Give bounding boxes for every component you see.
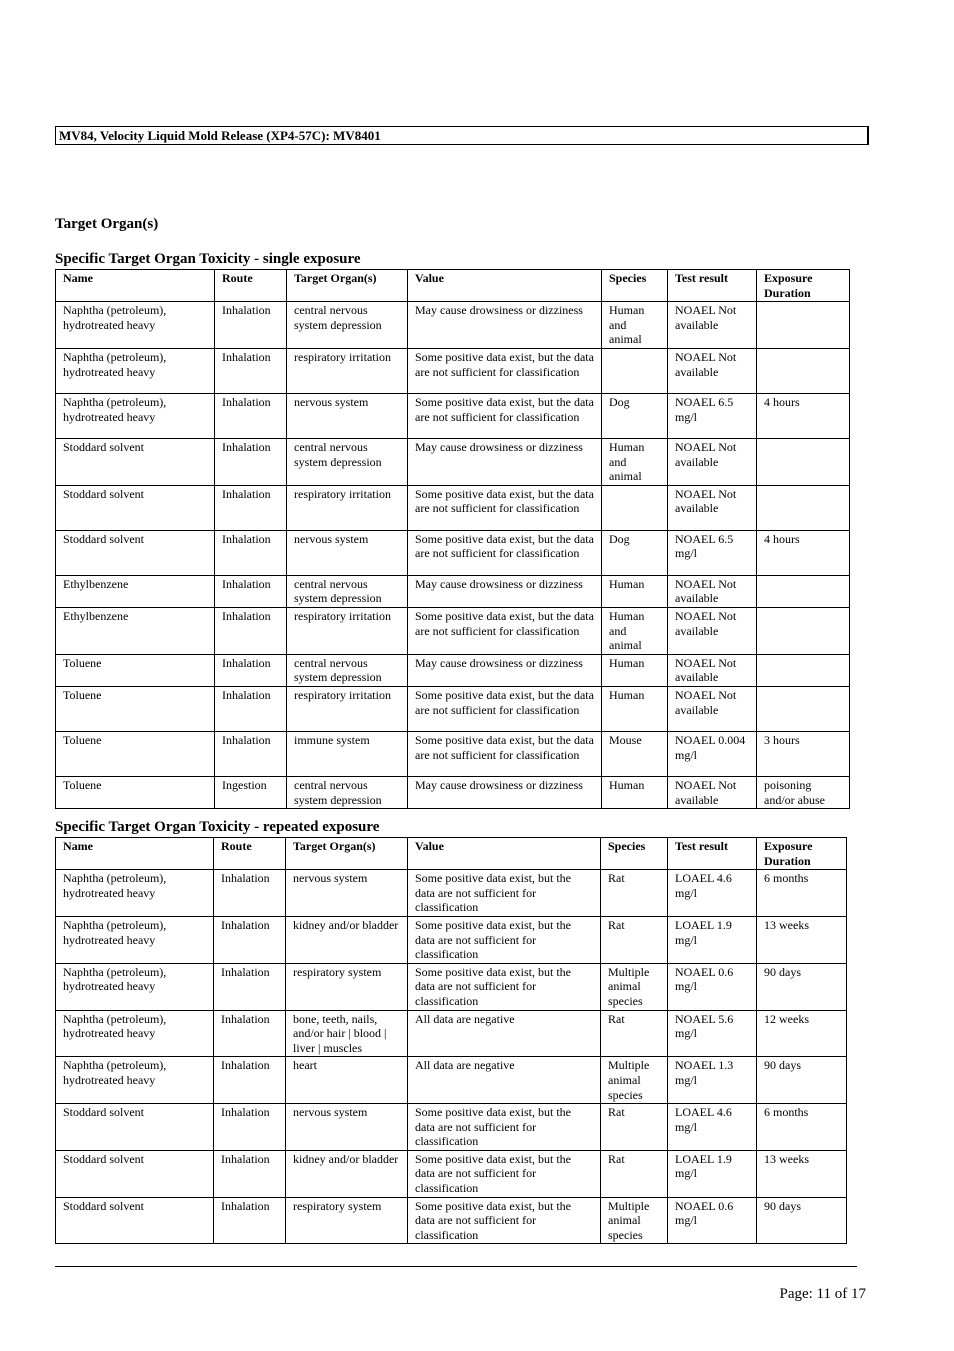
cell-species: Rat bbox=[601, 870, 668, 917]
cell-value: Some positive data exist, but the data are not sufficient for classification bbox=[408, 870, 601, 917]
cell-test-result: NOAEL Not available bbox=[668, 607, 757, 654]
cell-test-result: LOAEL 4.6 mg/l bbox=[668, 870, 757, 917]
cell-name: Naphtha (petroleum), hydrotreated heavy bbox=[56, 1010, 214, 1057]
cell-target-organs: kidney and/or bladder bbox=[286, 916, 408, 963]
table-header-row bbox=[56, 838, 847, 870]
cell-exposure-duration: 90 days bbox=[757, 1057, 847, 1104]
cell-value: Some positive data exist, but the data are not sufficient for classification bbox=[408, 348, 602, 393]
column-header-species: Species bbox=[602, 270, 668, 302]
cell-species: Multiple animal species bbox=[601, 963, 668, 1010]
cell-exposure-duration bbox=[757, 686, 850, 731]
column-header-value: Value bbox=[408, 270, 602, 302]
cell-route: Inhalation bbox=[214, 1057, 286, 1104]
cell-species: Rat bbox=[601, 1150, 668, 1197]
table-row bbox=[56, 686, 850, 731]
table-row bbox=[56, 963, 847, 1010]
cell-species: Dog bbox=[602, 393, 668, 438]
cell-target-organs: nervous system bbox=[287, 530, 408, 575]
cell-exposure-duration: 3 hours bbox=[757, 731, 850, 776]
cell-target-organs: central nervous system depression bbox=[287, 776, 408, 808]
cell-route: Inhalation bbox=[214, 916, 286, 963]
cell-value: Some positive data exist, but the data are not sufficient for classification bbox=[408, 916, 601, 963]
cell-value: Some positive data exist, but the data are not sufficient for classification bbox=[408, 393, 602, 438]
cell-route: Inhalation bbox=[215, 485, 287, 530]
cell-route: Inhalation bbox=[214, 1197, 286, 1244]
cell-test-result: NOAEL 5.6 mg/l bbox=[668, 1010, 757, 1057]
cell-test-result: NOAEL Not available bbox=[668, 438, 757, 485]
cell-species bbox=[602, 485, 668, 530]
cell-species: Human bbox=[602, 776, 668, 808]
document-header: MV84, Velocity Liquid Mold Release (XP4-57C): MV8401 bbox=[55, 126, 869, 145]
cell-test-result: NOAEL Not available bbox=[668, 654, 757, 686]
cell-test-result: LOAEL 4.6 mg/l bbox=[668, 1104, 757, 1151]
cell-name: Toluene bbox=[56, 686, 215, 731]
cell-target-organs: respiratory irritation bbox=[287, 607, 408, 654]
cell-value: Some positive data exist, but the data are not sufficient for classification bbox=[408, 963, 601, 1010]
table-row bbox=[56, 1057, 847, 1104]
cell-target-organs: heart bbox=[286, 1057, 408, 1104]
table-row bbox=[56, 1104, 847, 1151]
cell-value: May cause drowsiness or dizziness bbox=[408, 654, 602, 686]
column-header-test-result: Test result bbox=[668, 838, 757, 870]
section-title: Target Organ(s) bbox=[55, 216, 159, 232]
cell-species: Mouse bbox=[602, 731, 668, 776]
cell-species: Human and animal bbox=[602, 607, 668, 654]
column-header-route: Route bbox=[214, 838, 286, 870]
cell-route: Ingestion bbox=[215, 776, 287, 808]
cell-species: Dog bbox=[602, 530, 668, 575]
cell-target-organs: nervous system bbox=[287, 393, 408, 438]
cell-exposure-duration bbox=[757, 302, 850, 349]
table-row bbox=[56, 1197, 847, 1244]
cell-name: Stoddard solvent bbox=[56, 530, 215, 575]
cell-exposure-duration bbox=[757, 485, 850, 530]
cell-target-organs: bone, teeth, nails, and/or hair | blood | liver | muscles bbox=[286, 1010, 408, 1057]
cell-target-organs: kidney and/or bladder bbox=[286, 1150, 408, 1197]
cell-test-result: NOAEL 6.5 mg/l bbox=[668, 393, 757, 438]
cell-exposure-duration: 13 weeks bbox=[757, 1150, 847, 1197]
cell-target-organs: respiratory irritation bbox=[287, 686, 408, 731]
cell-value: May cause drowsiness or dizziness bbox=[408, 438, 602, 485]
cell-target-organs: central nervous system depression bbox=[287, 575, 408, 607]
cell-name: Stoddard solvent bbox=[56, 1197, 214, 1244]
cell-name: Ethylbenzene bbox=[56, 607, 215, 654]
cell-species: Human bbox=[602, 654, 668, 686]
cell-route: Inhalation bbox=[215, 530, 287, 575]
cell-exposure-duration bbox=[757, 348, 850, 393]
cell-route: Inhalation bbox=[214, 870, 286, 917]
cell-target-organs: respiratory irritation bbox=[287, 485, 408, 530]
cell-test-result: NOAEL 0.6 mg/l bbox=[668, 963, 757, 1010]
cell-exposure-duration: 4 hours bbox=[757, 530, 850, 575]
cell-value: Some positive data exist, but the data are not sufficient for classification bbox=[408, 686, 602, 731]
repeated-exposure-table bbox=[55, 837, 847, 1244]
column-header-route: Route bbox=[215, 270, 287, 302]
cell-test-result: NOAEL 0.6 mg/l bbox=[668, 1197, 757, 1244]
cell-test-result: NOAEL Not available bbox=[668, 485, 757, 530]
column-header-exposure-duration: Exposure Duration bbox=[757, 838, 847, 870]
cell-route: Inhalation bbox=[215, 302, 287, 349]
table-row bbox=[56, 302, 850, 349]
cell-route: Inhalation bbox=[215, 575, 287, 607]
cell-name: Toluene bbox=[56, 731, 215, 776]
cell-test-result: NOAEL Not available bbox=[668, 776, 757, 808]
cell-value: May cause drowsiness or dizziness bbox=[408, 575, 602, 607]
cell-name: Naphtha (petroleum), hydrotreated heavy bbox=[56, 916, 214, 963]
cell-name: Naphtha (petroleum), hydrotreated heavy bbox=[56, 348, 215, 393]
cell-exposure-duration: 6 months bbox=[757, 870, 847, 917]
cell-value: Some positive data exist, but the data are not sufficient for classification bbox=[408, 485, 602, 530]
table-row bbox=[56, 776, 850, 808]
cell-exposure-duration: 90 days bbox=[757, 963, 847, 1010]
cell-value: All data are negative bbox=[408, 1010, 601, 1057]
cell-target-organs: immune system bbox=[287, 731, 408, 776]
cell-target-organs: central nervous system depression bbox=[287, 302, 408, 349]
cell-exposure-duration bbox=[757, 654, 850, 686]
cell-test-result: NOAEL 6.5 mg/l bbox=[668, 530, 757, 575]
cell-species: Human bbox=[602, 686, 668, 731]
cell-value: Some positive data exist, but the data are not sufficient for classification bbox=[408, 607, 602, 654]
page-number: Page: 11 of 17 bbox=[779, 1286, 866, 1302]
column-header-exposure-duration: Exposure Duration bbox=[757, 270, 850, 302]
cell-route: Inhalation bbox=[215, 438, 287, 485]
table-row bbox=[56, 393, 850, 438]
cell-name: Naphtha (petroleum), hydrotreated heavy bbox=[56, 393, 215, 438]
cell-value: May cause drowsiness or dizziness bbox=[408, 776, 602, 808]
column-header-species: Species bbox=[601, 838, 668, 870]
single-exposure-table bbox=[55, 269, 850, 809]
cell-exposure-duration: 90 days bbox=[757, 1197, 847, 1244]
cell-route: Inhalation bbox=[214, 1150, 286, 1197]
table-row bbox=[56, 870, 847, 917]
column-header-value: Value bbox=[408, 838, 601, 870]
cell-name: Ethylbenzene bbox=[56, 575, 215, 607]
cell-species: Rat bbox=[601, 1104, 668, 1151]
cell-exposure-duration bbox=[757, 575, 850, 607]
cell-value: Some positive data exist, but the data are not sufficient for classification bbox=[408, 530, 602, 575]
cell-target-organs: nervous system bbox=[286, 1104, 408, 1151]
cell-exposure-duration: 12 weeks bbox=[757, 1010, 847, 1057]
column-header-target-organs: Target Organ(s) bbox=[286, 838, 408, 870]
table-row bbox=[56, 1150, 847, 1197]
cell-exposure-duration: poisoning and/or abuse bbox=[757, 776, 850, 808]
cell-value: May cause drowsiness or dizziness bbox=[408, 302, 602, 349]
cell-name: Naphtha (petroleum), hydrotreated heavy bbox=[56, 1057, 214, 1104]
cell-name: Toluene bbox=[56, 654, 215, 686]
cell-name: Stoddard solvent bbox=[56, 485, 215, 530]
cell-name: Toluene bbox=[56, 776, 215, 808]
cell-species: Multiple animal species bbox=[601, 1057, 668, 1104]
cell-test-result: NOAEL 0.004 mg/l bbox=[668, 731, 757, 776]
table-row bbox=[56, 1010, 847, 1057]
cell-name: Stoddard solvent bbox=[56, 1104, 214, 1151]
cell-value: Some positive data exist, but the data are not sufficient for classification bbox=[408, 1197, 601, 1244]
table-row bbox=[56, 485, 850, 530]
cell-name: Stoddard solvent bbox=[56, 1150, 214, 1197]
cell-test-result: NOAEL Not available bbox=[668, 302, 757, 349]
cell-route: Inhalation bbox=[214, 1010, 286, 1057]
cell-route: Inhalation bbox=[215, 654, 287, 686]
cell-route: Inhalation bbox=[215, 348, 287, 393]
table-header-row bbox=[56, 270, 850, 302]
cell-target-organs: respiratory irritation bbox=[287, 348, 408, 393]
table-row bbox=[56, 916, 847, 963]
table-row bbox=[56, 438, 850, 485]
table-row bbox=[56, 654, 850, 686]
cell-route: Inhalation bbox=[214, 963, 286, 1010]
column-header-test-result: Test result bbox=[668, 270, 757, 302]
cell-test-result: NOAEL Not available bbox=[668, 348, 757, 393]
cell-species: Human bbox=[602, 575, 668, 607]
cell-exposure-duration: 13 weeks bbox=[757, 916, 847, 963]
cell-route: Inhalation bbox=[215, 686, 287, 731]
cell-test-result: NOAEL 1.3 mg/l bbox=[668, 1057, 757, 1104]
cell-target-organs: nervous system bbox=[286, 870, 408, 917]
cell-species: Rat bbox=[601, 1010, 668, 1057]
column-header-target-organs: Target Organ(s) bbox=[287, 270, 408, 302]
table-row bbox=[56, 575, 850, 607]
table-row bbox=[56, 348, 850, 393]
cell-route: Inhalation bbox=[215, 607, 287, 654]
column-header-name: Name bbox=[56, 270, 215, 302]
cell-exposure-duration: 4 hours bbox=[757, 393, 850, 438]
cell-route: Inhalation bbox=[214, 1104, 286, 1151]
cell-name: Stoddard solvent bbox=[56, 438, 215, 485]
cell-test-result: LOAEL 1.9 mg/l bbox=[668, 1150, 757, 1197]
cell-species: Human and animal bbox=[602, 302, 668, 349]
repeated-exposure-heading: Specific Target Organ Toxicity - repeated exposure bbox=[55, 819, 380, 835]
cell-name: Naphtha (petroleum), hydrotreated heavy bbox=[56, 963, 214, 1010]
cell-target-organs: central nervous system depression bbox=[287, 438, 408, 485]
cell-route: Inhalation bbox=[215, 731, 287, 776]
cell-name: Naphtha (petroleum), hydrotreated heavy bbox=[56, 870, 214, 917]
cell-name: Naphtha (petroleum), hydrotreated heavy bbox=[56, 302, 215, 349]
cell-species bbox=[602, 348, 668, 393]
cell-exposure-duration bbox=[757, 607, 850, 654]
table-row bbox=[56, 530, 850, 575]
cell-value: Some positive data exist, but the data are not sufficient for classification bbox=[408, 1150, 601, 1197]
column-header-name: Name bbox=[56, 838, 214, 870]
cell-species: Human and animal bbox=[602, 438, 668, 485]
cell-exposure-duration bbox=[757, 438, 850, 485]
cell-test-result: LOAEL 1.9 mg/l bbox=[668, 916, 757, 963]
cell-value: All data are negative bbox=[408, 1057, 601, 1104]
cell-species: Multiple animal species bbox=[601, 1197, 668, 1244]
cell-target-organs: respiratory system bbox=[286, 1197, 408, 1244]
cell-value: Some positive data exist, but the data are not sufficient for classification bbox=[408, 731, 602, 776]
cell-target-organs: central nervous system depression bbox=[287, 654, 408, 686]
cell-test-result: NOAEL Not available bbox=[668, 575, 757, 607]
cell-value: Some positive data exist, but the data are not sufficient for classification bbox=[408, 1104, 601, 1151]
cell-exposure-duration: 6 months bbox=[757, 1104, 847, 1151]
cell-route: Inhalation bbox=[215, 393, 287, 438]
table-row bbox=[56, 607, 850, 654]
table-row bbox=[56, 731, 850, 776]
single-exposure-heading: Specific Target Organ Toxicity - single exposure bbox=[55, 251, 361, 267]
cell-target-organs: respiratory system bbox=[286, 963, 408, 1010]
cell-species: Rat bbox=[601, 916, 668, 963]
cell-test-result: NOAEL Not available bbox=[668, 686, 757, 731]
footer-rule bbox=[55, 1266, 857, 1267]
